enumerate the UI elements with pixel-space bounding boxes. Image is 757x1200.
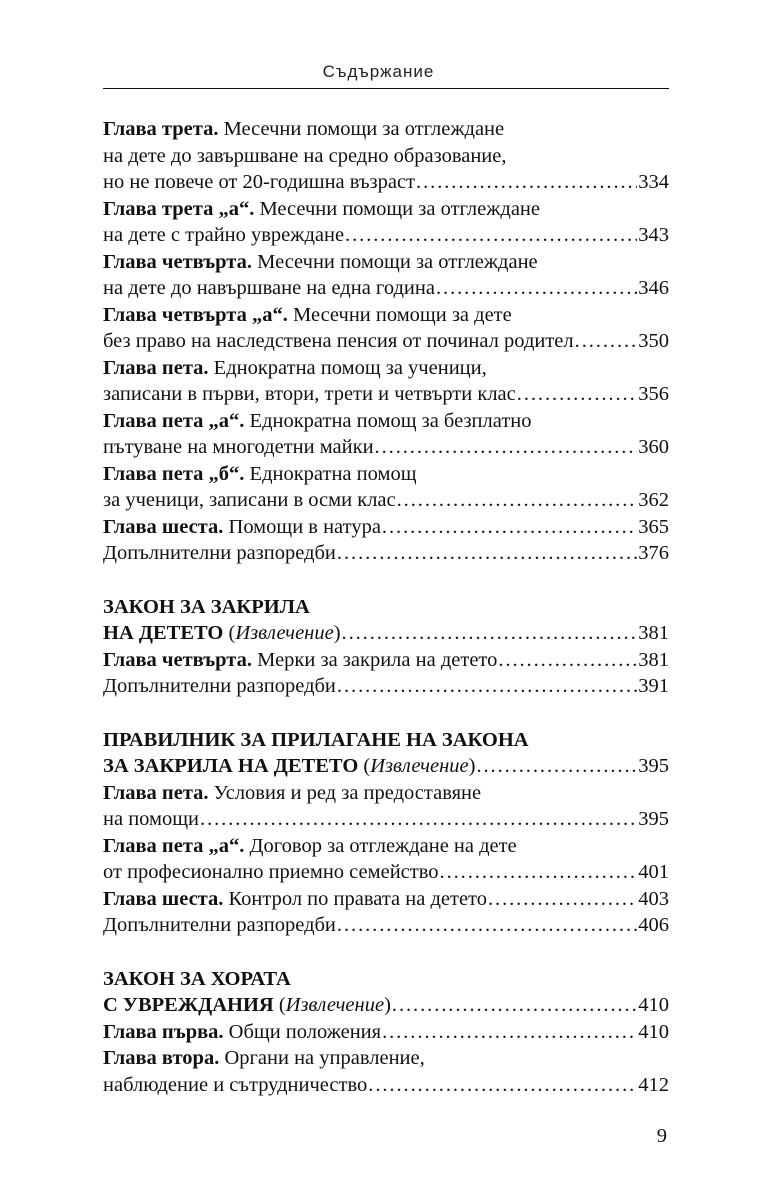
toc-text: записани в първи, втори, трети и четвърти клас (103, 383, 516, 405)
toc-page-number: 362 (638, 489, 669, 511)
toc-page-number: 391 (638, 675, 669, 697)
toc-entry (103, 647, 669, 674)
toc-page-number: 410 (638, 1020, 669, 1043)
toc-text: Помощи в натура (223, 515, 381, 538)
toc-heading-bold: Глава пета „а“. (103, 409, 245, 432)
dot-leader (575, 328, 638, 355)
toc-page-number: 401 (638, 861, 669, 883)
toc-line (103, 1045, 669, 1072)
toc-entry (103, 886, 669, 913)
toc-entry-text (103, 886, 487, 913)
toc-text: Общи положения (223, 1020, 382, 1043)
toc-heading-bold: Глава пета „а“. (103, 834, 245, 857)
toc-entry-text (103, 169, 415, 196)
toc-entry-text (103, 540, 336, 567)
header-rule (103, 88, 669, 89)
toc-page-number: 406 (638, 914, 669, 936)
toc-heading-bold: Глава пета „б“. (103, 462, 245, 485)
toc-entry-text (103, 806, 199, 833)
toc-entry-text (103, 487, 396, 514)
toc-entry-text (103, 463, 417, 485)
toc-heading-bold: ЗА ЗАКРИЛА НА ДЕТЕТО (103, 755, 359, 777)
toc-line (103, 594, 669, 621)
toc-entry (103, 434, 669, 461)
running-header: Съдържание (322, 62, 435, 81)
toc-entry-text (103, 912, 336, 939)
toc-text: Еднократна помощ за ученици, (208, 356, 487, 379)
toc-heading-bold: Глава четвърта. (103, 250, 252, 273)
toc-entry (103, 222, 669, 249)
toc-heading-bold: ПРАВИЛНИК ЗА ПРИЛАГАНЕ НА ЗАКОНА (103, 728, 529, 751)
toc-page-number: 395 (638, 808, 669, 830)
toc-text-italic: Извлечение (285, 994, 385, 1016)
toc-entry-text (103, 410, 532, 432)
dot-leader (397, 487, 638, 514)
toc-text-italic: Извлечение (370, 755, 469, 777)
toc-entry-text (103, 782, 481, 804)
toc-entry-text (103, 1047, 425, 1069)
table-of-contents (103, 116, 669, 1098)
toc-entry (103, 912, 669, 939)
toc-page-number: 381 (638, 648, 669, 671)
toc-entry (103, 673, 669, 700)
toc-page-number: 403 (638, 887, 669, 910)
toc-section (103, 966, 669, 1099)
dot-leader (382, 514, 637, 541)
toc-text: Органи на управление, (219, 1047, 425, 1069)
toc-text: ) (468, 755, 476, 777)
dot-leader (342, 620, 638, 647)
toc-entry-text (103, 729, 529, 751)
toc-text: Допълнителни разпоредби (103, 675, 336, 697)
toc-entry (103, 328, 669, 355)
toc-text: на дете до завършване на средно образование, (103, 144, 507, 167)
toc-entry-text (103, 673, 336, 700)
toc-entry-text (103, 145, 507, 167)
toc-entry-text (103, 1072, 367, 1099)
dot-leader (436, 275, 637, 302)
toc-heading-bold: Глава първа. (103, 1020, 224, 1043)
toc-line (103, 966, 669, 993)
toc-text: Условия и ред за предоставяне (208, 781, 482, 804)
toc-heading-bold: НА ДЕТЕТО (103, 622, 224, 644)
dot-leader (375, 434, 638, 461)
toc-text: Месечни помощи за отглеждане (218, 118, 505, 140)
toc-section (103, 594, 669, 700)
dot-leader (392, 992, 637, 1019)
toc-entry-text (103, 596, 310, 618)
toc-heading-bold: Глава четвърта „а“. (103, 303, 288, 326)
toc-entry (103, 620, 669, 647)
toc-page-number: 360 (638, 436, 669, 458)
toc-page-number: 395 (638, 755, 669, 777)
toc-entry-text (103, 328, 574, 355)
toc-text: за ученици, записани в осми клас (103, 489, 396, 511)
toc-heading-bold: Глава четвърта. (103, 648, 252, 671)
toc-line (103, 780, 669, 807)
toc-entry-text (103, 992, 391, 1019)
toc-text: Еднократна помощ (244, 462, 417, 485)
toc-page-number: 356 (638, 383, 669, 405)
dot-leader (345, 222, 637, 249)
toc-entry-text (103, 835, 517, 857)
toc-text: Мерки за закрила на детето (252, 648, 498, 671)
toc-page-number: 381 (638, 622, 669, 644)
toc-text: ( (358, 755, 371, 777)
toc-entry (103, 514, 669, 541)
page-number: 9 (656, 1125, 667, 1147)
toc-page-number: 410 (638, 994, 669, 1016)
toc-heading-bold: Глава пета. (103, 356, 209, 379)
dot-leader (517, 381, 637, 408)
toc-page-number: 376 (638, 542, 669, 564)
toc-entry-text (103, 304, 512, 326)
toc-page-number: 334 (638, 171, 669, 193)
toc-heading-bold: ЗАКОН ЗА ЗАКРИЛА (103, 595, 310, 618)
toc-entry-text (103, 753, 475, 780)
dot-leader (488, 886, 637, 913)
toc-entry (103, 859, 669, 886)
dot-leader (476, 753, 637, 780)
toc-entry-text (103, 357, 487, 379)
toc-line (103, 116, 669, 143)
toc-entry-text (103, 620, 341, 647)
toc-line (103, 461, 669, 488)
toc-section (103, 727, 669, 939)
toc-entry (103, 1072, 669, 1099)
toc-text: наблюдение и сътрудничество (103, 1073, 368, 1096)
toc-text: на помощи (103, 808, 200, 830)
toc-line (103, 727, 669, 754)
toc-entry-text (103, 859, 439, 886)
toc-text: Месечни помощи за дете (287, 303, 512, 326)
toc-text: ) (384, 994, 391, 1016)
toc-text: ) (333, 622, 341, 644)
toc-line (103, 249, 669, 276)
toc-line (103, 302, 669, 329)
toc-page-number: 350 (638, 330, 669, 352)
toc-heading-bold: Глава трета „а“. (103, 197, 255, 220)
toc-entry-text (103, 198, 540, 220)
toc-page-number: 365 (638, 515, 669, 538)
toc-heading-bold: Глава пета. (103, 781, 209, 804)
toc-heading-bold: Глава трета. (103, 118, 219, 140)
toc-entry-text (103, 381, 516, 408)
toc-entry-text (103, 434, 374, 461)
toc-text: Месечни помощи за отглеждане (252, 250, 538, 273)
toc-entry (103, 1019, 669, 1046)
toc-entry-text (103, 118, 504, 140)
toc-entry-text (103, 251, 538, 273)
toc-section (103, 116, 669, 567)
toc-text: ( (223, 622, 236, 644)
toc-entry (103, 753, 669, 780)
toc-text: Еднократна помощ за безплатно (244, 409, 532, 432)
toc-text: без право на наследствена пенсия от починал родител (103, 330, 574, 352)
toc-text: Договор за отглеждане на дете (244, 834, 517, 857)
dot-leader (337, 673, 637, 700)
toc-entry (103, 381, 669, 408)
toc-entry (103, 806, 669, 833)
dot-leader (337, 912, 637, 939)
toc-heading-bold: Глава втора. (103, 1047, 220, 1069)
dot-leader (498, 647, 637, 674)
toc-text: Допълнителни разпоредби (103, 542, 336, 564)
toc-text: но не повече от 20-годишна възраст (103, 171, 416, 193)
dot-leader (337, 540, 637, 567)
toc-page-number: 343 (638, 224, 669, 246)
toc-line (103, 143, 669, 170)
toc-heading-bold: Глава шеста. (103, 887, 224, 910)
toc-text-italic: Извлечение (235, 622, 334, 644)
toc-text: Контрол по правата на детето (223, 887, 487, 910)
dot-leader (200, 806, 637, 833)
toc-entry (103, 992, 669, 1019)
toc-entry (103, 169, 669, 196)
toc-entry-text (103, 968, 291, 990)
toc-text: ( (273, 994, 286, 1016)
toc-page-number: 346 (638, 277, 669, 299)
toc-entry-text (103, 647, 497, 674)
toc-text: на дете до навършване на една година (103, 277, 435, 299)
toc-entry (103, 540, 669, 567)
dot-leader (416, 169, 637, 196)
dot-leader (440, 859, 638, 886)
toc-text: на дете с трайно увреждане (103, 224, 345, 246)
toc-line (103, 408, 669, 435)
toc-entry (103, 275, 669, 302)
toc-entry-text (103, 1019, 381, 1046)
toc-line (103, 196, 669, 223)
toc-entry-text (103, 222, 344, 249)
toc-heading-bold: ЗАКОН ЗА ХОРАТА (103, 967, 291, 990)
toc-heading-bold: Глава шеста. (103, 515, 224, 538)
toc-text: от професионално приемно семейство (103, 861, 439, 883)
toc-entry-text (103, 514, 381, 541)
dot-leader (368, 1072, 637, 1099)
toc-line (103, 833, 669, 860)
dot-leader (382, 1019, 637, 1046)
toc-entry-text (103, 275, 435, 302)
toc-entry (103, 487, 669, 514)
toc-page-number: 412 (638, 1073, 669, 1096)
toc-text: Допълнителни разпоредби (103, 914, 336, 936)
toc-line (103, 355, 669, 382)
toc-heading-bold: С УВРЕЖДАНИЯ (103, 994, 274, 1016)
toc-text: пътуване на многодетни майки (103, 436, 374, 458)
toc-text: Месечни помощи за отглеждане (254, 197, 540, 220)
